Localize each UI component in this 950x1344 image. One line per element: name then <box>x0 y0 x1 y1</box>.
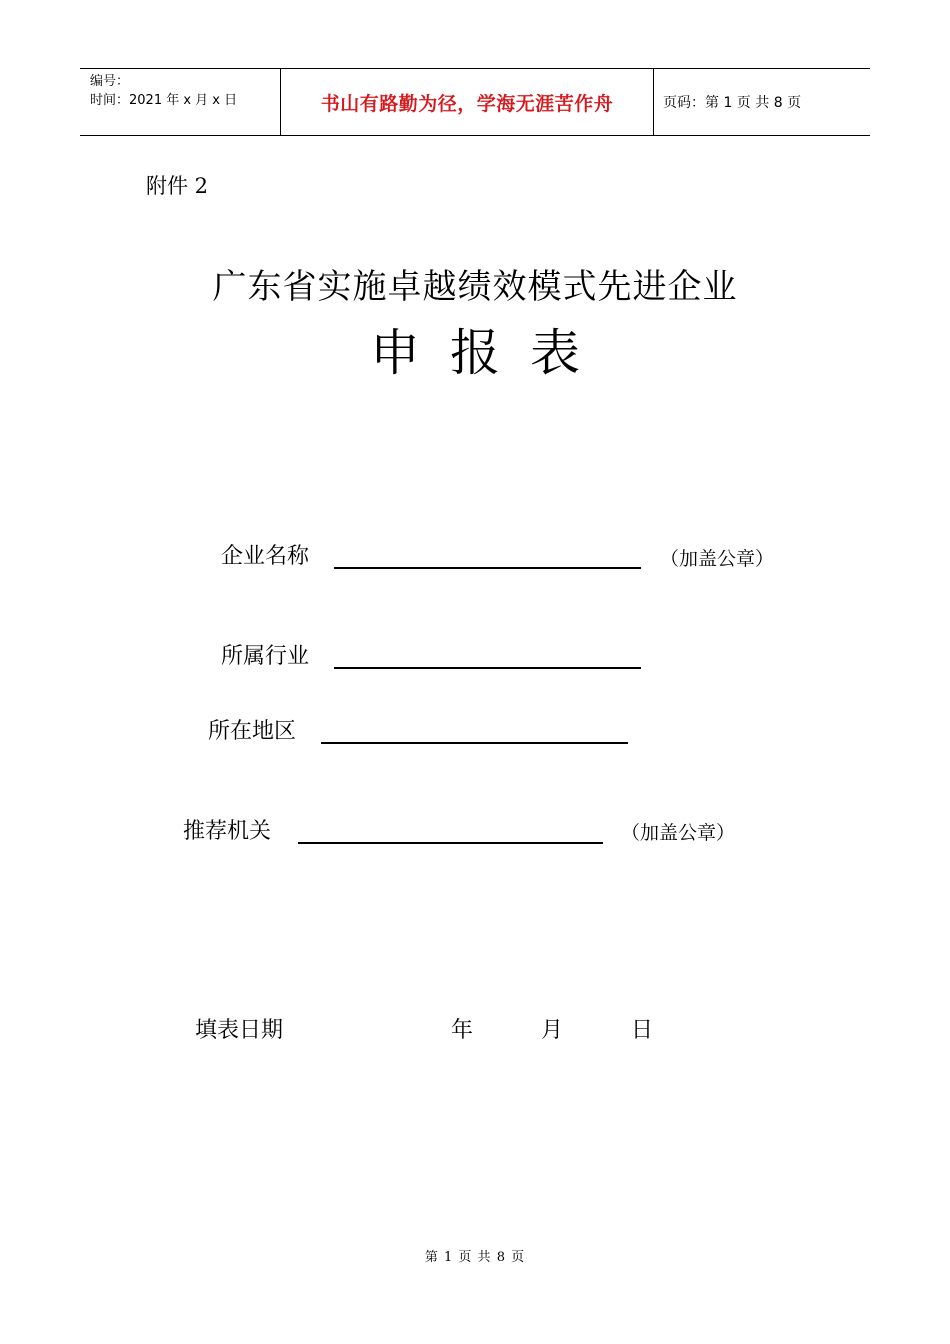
fill-date-label: 填表日期 <box>195 1018 284 1043</box>
region-label: 所在地区 <box>208 719 297 744</box>
region-field[interactable] <box>321 742 628 744</box>
recommender-seal-note: （加盖公章） <box>621 822 736 844</box>
document-title: 广东省实施卓越绩效模式先进企业 <box>212 267 738 307</box>
header-time: 时间：2021 年 x 月 x 日 <box>90 93 238 108</box>
fill-date-day: 日 <box>631 1018 654 1043</box>
industry-field[interactable] <box>334 667 641 669</box>
company-name-label: 企业名称 <box>221 544 310 569</box>
header-motto-cell <box>281 69 654 135</box>
header-page-info <box>654 69 870 135</box>
attachment-label: 附件 2 <box>146 174 209 198</box>
recommender-field[interactable] <box>298 842 603 844</box>
page-footer: 第 1 页 共 8 页 <box>424 1250 526 1265</box>
industry-label: 所属行业 <box>221 644 310 669</box>
header-page-number: 页码：第 1 页 共 8 页 <box>663 95 802 111</box>
header-motto: 书山有路勤为径，学海无涯苦作舟 <box>320 92 614 115</box>
document-subtitle: 申报表 <box>370 324 610 382</box>
fill-date-year: 年 <box>451 1018 474 1043</box>
recommender-label: 推荐机关 <box>183 819 272 844</box>
header-meta <box>80 69 281 135</box>
page-header <box>80 68 870 136</box>
company-name-field[interactable] <box>334 567 641 569</box>
company-name-seal-note: （加盖公章） <box>660 548 775 570</box>
header-number: 编号： <box>90 74 130 89</box>
fill-date-month: 月 <box>541 1018 564 1043</box>
